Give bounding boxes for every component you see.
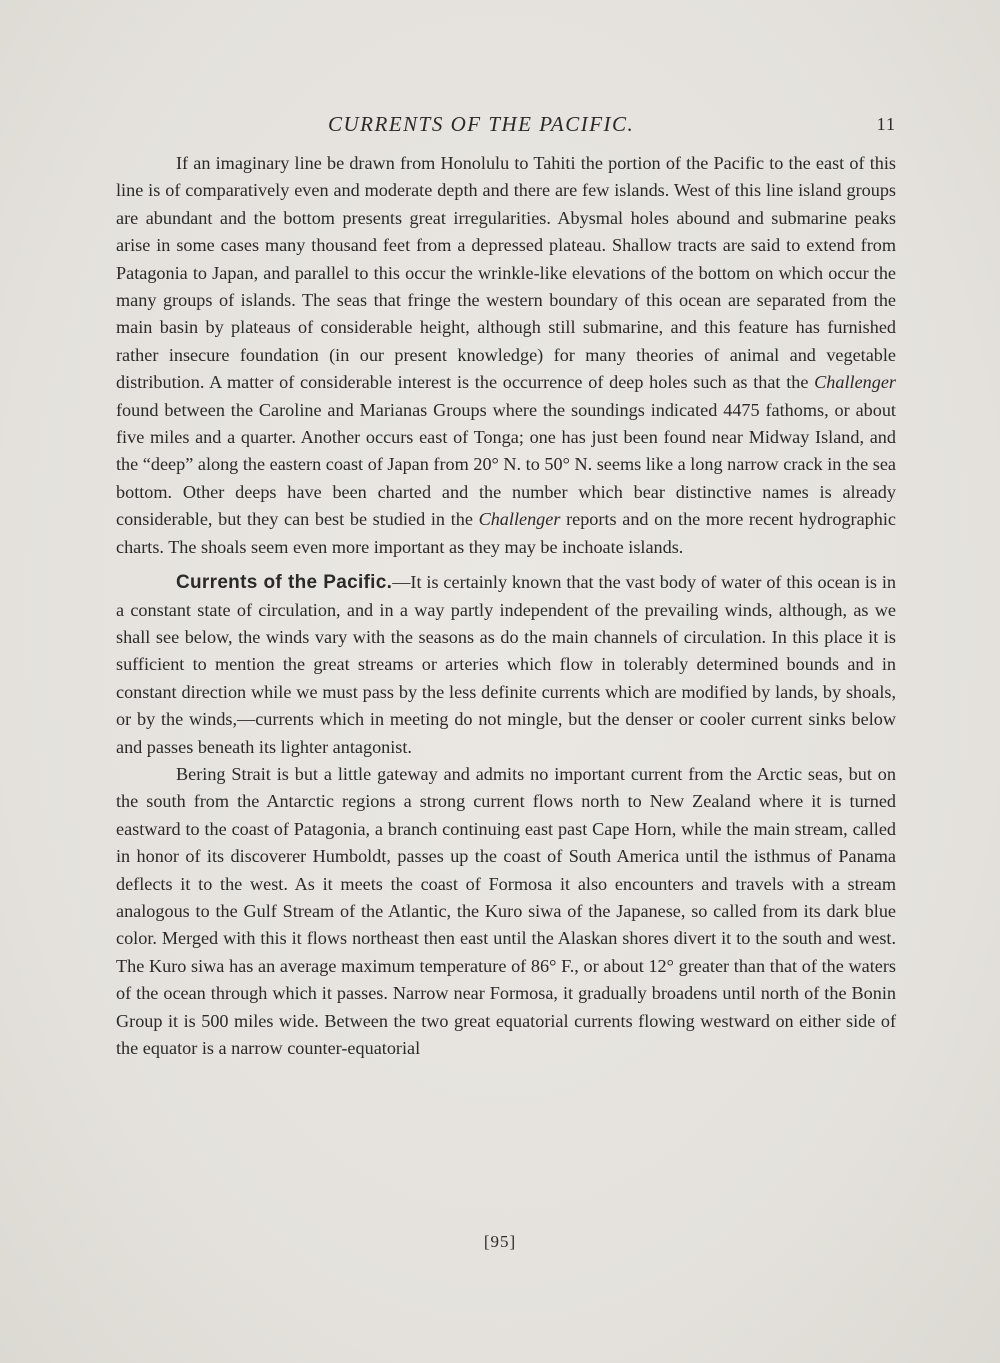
ship-name: Challenger [478, 509, 561, 530]
body-text [116, 150, 896, 1062]
running-title: CURRENTS OF THE PACIFIC. [328, 112, 635, 136]
paragraph-text: Bering Strait is but a little gateway and admits no important current from the Arctic seas, but on the south from the Antarctic regions a strong current flows north to New Zealand where it is turned eastward to the coast of Patagonia, a branch continuing east past Cape Horn, while the main stream, called in honor of its discoverer Humboldt, passes up the coast of South America until the isthmus of Panama deflects it to the west. As it meets the coast of Formosa it also encounters and travels with a stream analogous to the Gulf Stream of the Atlantic, the Kuro siwa of the Japanese, so called from its dark blue color. Merged with this it flows northeast then east until the Alaskan shores divert it to the south and west. The Kuro siwa has an average maximum temperature of 86° F., or about 12° greater than that of the waters of the ocean through which it passes. Narrow near Formosa, it gradually broadens until north of the Bonin Group it is 500 miles wide. Between the two great equatorial currents flowing westward on either side of the equator is a narrow counter-equatorial [116, 763, 896, 1058]
folio: [95] [483, 1232, 517, 1251]
section-heading: Currents of the Pacific. [176, 572, 393, 594]
paragraph-text: If an imaginary line be drawn from Honolulu to Tahiti the portion of the Pacific to the east of this line is of comparatively even and moderate depth and there are few islands. West of this line island groups are abundant and the bottom presents great irregularities. Abysmal holes abound and submarine peaks arise in some cases many thousand feet from a depressed plateau. Shallow tracts are said to extend from Patagonia to Japan, and parallel to this occur the wrinkle-like elevations of the bottom on which occur the many groups of islands. The seas that fringe the western boundary of this ocean are separated from the main basin by plateaus of considerable height, although still submarine, and this feature has furnished rather insecure foundation (in our present knowledge) for many theories of animal and vegetable distribution. A matter of considerable interest is the occurrence of deep holes such as that the [116, 153, 896, 393]
paragraph-text: found between the Caroline and Marianas Groups where the soundings indicated 4475 fathoms, or about five miles and a quarter. Another occurs east of Tonga; one has just been found near Midway Island, and the “deep” along the eastern coast of Japan from 20° N. to 50° N. seems like a long narrow crack in the sea bottom. Other deeps have been charted and the number which bear distinctive names is already considerable, but they can best be studied in the [116, 399, 896, 530]
paragraph-text: reports and on the more recent hydrographic charts. The shoals seem even more important as they may be inchoate islands. [116, 509, 896, 557]
paragraph-currents [116, 569, 896, 761]
ship-name: Challenger [814, 372, 896, 393]
paragraph-text: —It is certainly known that the vast body of water of this ocean is in a constant state of circulation, and in a way partly independent of the prevailing winds, although, as we shall see below, the winds vary with the seasons as do the main channels of circulation. In this place it is sufficient to mention the great streams or arteries which flow in tolerably determined bounds and in constant direction while we must pass by the less definite currents which are modified by lands, by shoals, or by the winds,—currents which in meeting do not mingle, but the denser or cooler current sinks below and passes beneath its lighter antagonist. [116, 572, 896, 757]
page-number: 11 [876, 114, 896, 134]
paragraph-ocean-depths [116, 150, 896, 561]
running-head [116, 112, 896, 142]
paragraph-bering-strait [116, 761, 896, 1062]
